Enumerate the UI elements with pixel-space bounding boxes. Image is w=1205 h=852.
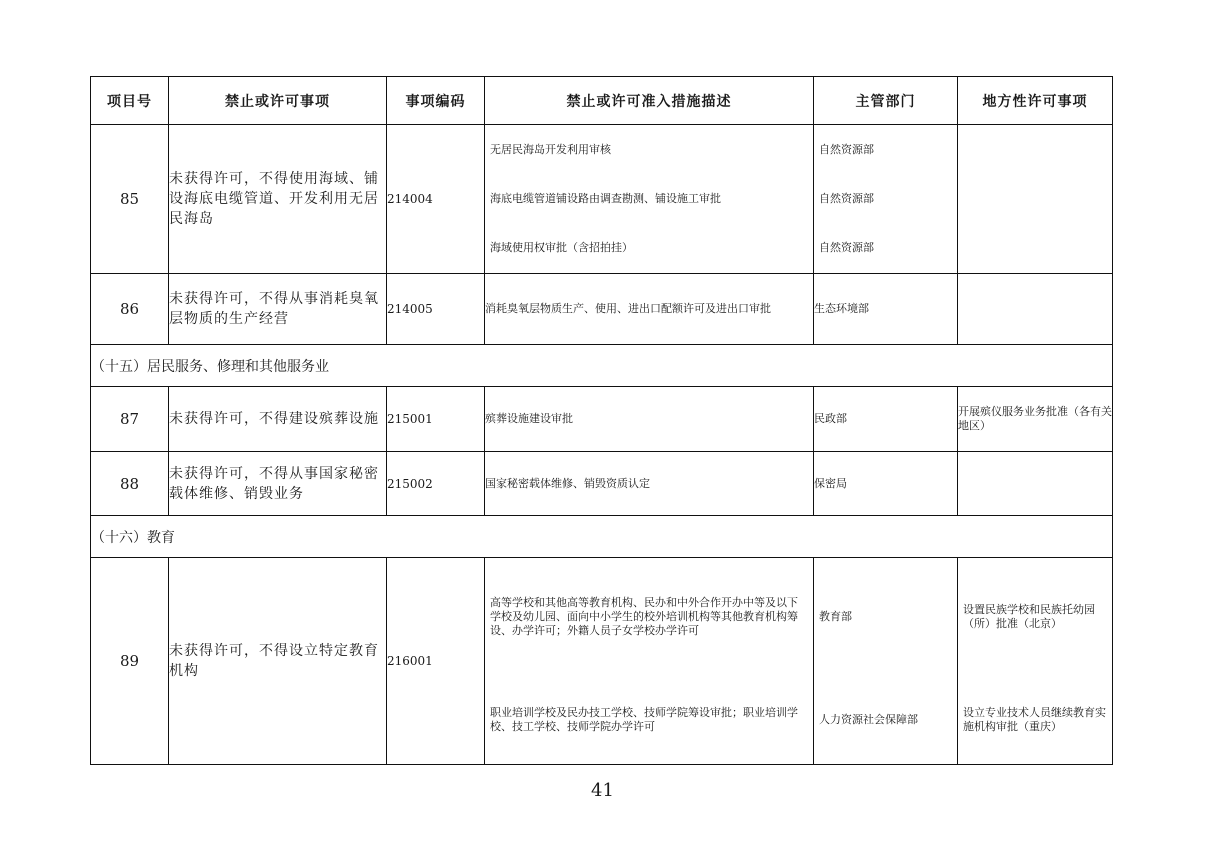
item-number: 88 xyxy=(91,452,169,516)
item-text: 未获得许可，不得从事国家秘密载体维修、销毁业务 xyxy=(169,452,387,516)
item-text: 未获得许可，不得从事消耗臭氧层物质的生产经营 xyxy=(169,274,387,345)
table-row xyxy=(91,387,1113,452)
local-permit-cell xyxy=(958,274,1113,345)
measure-description: 消耗臭氧层物质生产、使用、进出口配额许可及进出口审批 xyxy=(485,274,814,345)
department: 自然资源部 xyxy=(819,143,874,156)
measure-description-cell xyxy=(485,558,814,765)
page-number: 41 xyxy=(591,780,614,801)
department: 教育部 xyxy=(819,610,852,623)
local-permit: 设置民族学校和民族托幼园（所）批准（北京） xyxy=(963,603,1095,630)
item-code: 215002 xyxy=(387,452,485,516)
header-local-permit: 地方性许可事项 xyxy=(958,77,1113,125)
department: 民政部 xyxy=(814,387,958,452)
local-permit: 设立专业技术人员继续教育实施机构审批（重庆） xyxy=(963,706,1106,733)
department-cell xyxy=(814,125,958,274)
item-text: 未获得许可，不得设立特定教育机构 xyxy=(169,558,387,765)
local-permit-cell xyxy=(958,452,1113,516)
item-number: 89 xyxy=(91,558,169,765)
section-row xyxy=(91,345,1113,387)
department: 人力资源社会保障部 xyxy=(819,713,918,726)
measure-description: 殡葬设施建设审批 xyxy=(485,387,814,452)
local-permit-cell xyxy=(958,125,1113,274)
department: 保密局 xyxy=(814,452,958,516)
section-title: （十五）居民服务、修理和其他服务业 xyxy=(91,345,1113,387)
header-description: 禁止或许可准入措施描述 xyxy=(485,77,814,125)
item-code: 215001 xyxy=(387,387,485,452)
department-cell xyxy=(814,558,958,765)
item-code: 216001 xyxy=(387,558,485,765)
item-number: 85 xyxy=(91,125,169,274)
measure-description: 高等学校和其他高等教育机构、民办和中外合作开办中等及以下学校及幼儿园、面向中小学生的校外培训机构等其他教育机构筹设、办学许可；外籍人员子女学校办学许可 xyxy=(490,596,798,637)
department: 自然资源部 xyxy=(819,241,874,254)
table-row xyxy=(91,125,1113,274)
item-text: 未获得许可，不得使用海域、铺设海底电缆管道、开发利用无居民海岛 xyxy=(169,125,387,274)
header-department: 主管部门 xyxy=(814,77,958,125)
department: 自然资源部 xyxy=(819,192,874,205)
department: 生态环境部 xyxy=(814,274,958,345)
table-row xyxy=(91,274,1113,345)
item-text: 未获得许可，不得建设殡葬设施 xyxy=(169,387,387,452)
measure-description-cell xyxy=(485,125,814,274)
local-permit: 开展殡仪服务业务批准（各有关地区） xyxy=(958,387,1113,452)
item-number: 87 xyxy=(91,387,169,452)
header-item-number: 项目号 xyxy=(91,77,169,125)
measure-description: 职业培训学校及民办技工学校、技师学院筹设审批；职业培训学校、技工学校、技师学院办学许可 xyxy=(490,706,798,733)
table-row xyxy=(91,558,1113,765)
header-code: 事项编码 xyxy=(387,77,485,125)
item-number: 86 xyxy=(91,274,169,345)
local-permit-cell xyxy=(958,558,1113,765)
table-header-row xyxy=(91,77,1113,125)
section-row xyxy=(91,516,1113,558)
measure-description: 国家秘密载体维修、销毁资质认定 xyxy=(485,452,814,516)
section-title: （十六）教育 xyxy=(91,516,1113,558)
measure-description: 海底电缆管道铺设路由调查勘测、铺设施工审批 xyxy=(490,192,721,205)
permit-table xyxy=(90,76,1113,765)
measure-description: 无居民海岛开发利用审核 xyxy=(490,143,611,156)
header-item: 禁止或许可事项 xyxy=(169,77,387,125)
measure-description: 海域使用权审批（含招拍挂） xyxy=(490,241,633,254)
item-code: 214005 xyxy=(387,274,485,345)
item-code: 214004 xyxy=(387,125,485,274)
table-row xyxy=(91,452,1113,516)
